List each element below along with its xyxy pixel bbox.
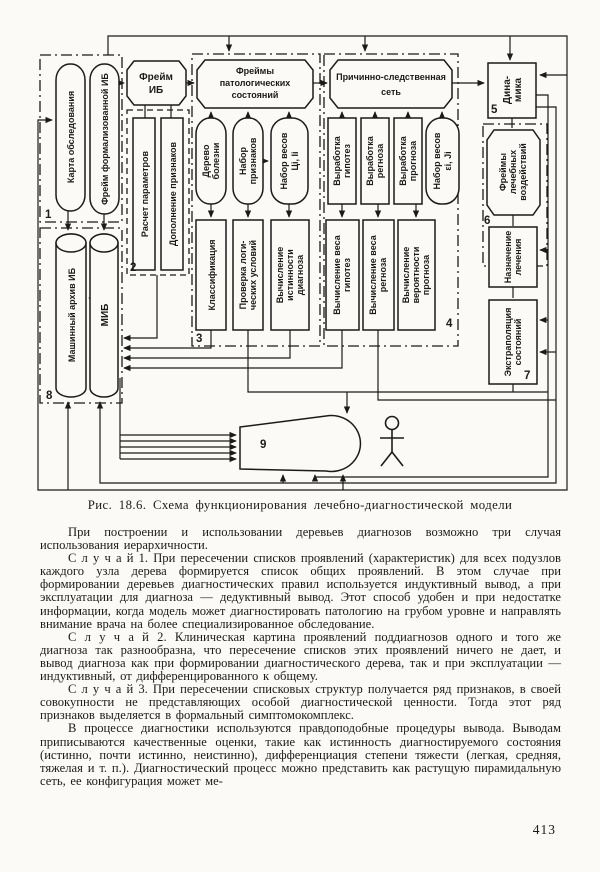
block-number-5: 5	[491, 104, 498, 116]
machine-archive-cylinder-top	[56, 234, 86, 252]
node-doctor-interface	[240, 416, 360, 472]
figure-caption: Рис. 18.6. Схема функционирования лечебно-диагностической модели	[87, 498, 513, 512]
node-causal-network	[330, 60, 452, 108]
label-parameter-calculation: Расчет параметров	[140, 150, 150, 238]
label-weight-set-2: Набор весовεi, Ji	[432, 132, 453, 190]
label-formalized-case-frame: Фрейм формализованной ИБ	[100, 73, 110, 205]
mib-cylinder-top	[90, 234, 118, 252]
node-case-frame	[127, 61, 186, 105]
paragraph-case-2: С л у ч а й 2. Клиническая картина проявлений поддиагнозов одного и того же диагноза так разнообразна, что пересечение списков этих проявлений ничего не дает, и вывод диагноза как при формировании диагностического дерева, так и при эксплуатации — индуктивный, от дифференцированного к общему.	[40, 629, 561, 684]
block-number-6: 6	[484, 215, 491, 227]
block-number-9: 9	[260, 439, 267, 451]
block-number-1: 1	[45, 209, 52, 221]
person-icon	[380, 417, 404, 467]
label-machine-archive: Машинный архив ИБ	[67, 267, 77, 363]
label-survey-card: Карта обследования	[66, 90, 76, 184]
label-logic-check: Проверка логи-ческих условий	[238, 239, 258, 311]
label-causal-network: Причинно-следственная сеть	[336, 72, 446, 97]
label-regnosis-generation: Выработкарегноза	[365, 136, 385, 186]
label-treatment-assignment: Назначениелечения	[503, 230, 523, 284]
label-feature-set: Наборпризнаков	[238, 137, 258, 185]
label-pathology-frames: Фреймы патологических состояний	[219, 66, 291, 100]
body-text	[40, 526, 561, 788]
block-number-8: 8	[46, 390, 53, 402]
label-mib: МИБ	[100, 303, 111, 327]
block-number-3: 3	[196, 333, 203, 345]
label-case-frame: Фрейм ИБ	[139, 72, 173, 96]
block-number-7: 7	[524, 370, 531, 382]
label-state-extrapolation: Экстраполяциясостояний	[503, 307, 523, 377]
label-dynamics: Дина-мика	[502, 75, 524, 105]
block-number-2: 2	[130, 262, 137, 274]
label-hypothesis-weight: Вычисление весагипотез	[332, 235, 352, 315]
page-number: 413	[532, 822, 556, 837]
paragraph-case-3: С л у ч а й 3. При пересечении списковых структур получается ряд признаков, в своей совокупности не представляющих особой диагностической ценности. Тогда этот ряд признаков выделяется в формальный симптомокомплекс.	[40, 682, 561, 723]
label-feature-supplement: Дополнение признаков	[168, 141, 178, 247]
label-hypothesis-generation: Выработкагипотез	[332, 136, 352, 186]
label-prognosis-probability: Вычислениевероятностипрогноза	[401, 246, 431, 304]
paragraph: При построении и использовании деревьев диагнозов возможно три случая использования иерархичности.	[40, 525, 561, 553]
paragraph: В процессе диагностики используются правдоподобные процедуры вывода. Выводам приписываются качественные оценки, такие как истинность диагностируемого состояния (истинно, почти истинно, неистинно), дифференциация степени тяжести (легкая, средняя, тяжелая и т. п.). Диагностический процесс можно представить как растущую пирамидальную сеть, ее конфигурация может ме-	[40, 721, 561, 788]
label-diagnosis-truth: Вычислениеистинностидиагноза	[275, 246, 305, 304]
label-treatment-frames: Фреймылечебныхвоздействий	[498, 143, 528, 201]
block-number-4: 4	[446, 318, 453, 330]
paragraph-case-1: С л у ч а й 1. При пересечении списков проявлений (характеристик) для всех подузлов каждого узла дерева формируется список общих проявлений. В этом случае при формировании деревьев диагностических правил используется индуктивный вывод, а при эксплуатации для диагноза — дедуктивный вывод. Этот способ удобен и при недостатке информации, когда модель может диагностировать патологию на грубом уровне и направлять внимание врача на более специализированное обследование.	[40, 551, 561, 631]
label-prognosis-generation: Выработкапрогноза	[398, 136, 418, 186]
label-disease-tree: Деревоболезни	[201, 142, 221, 180]
label-classification: Классификация	[207, 239, 217, 311]
label-weight-set-1: Набор весовЦi, Ii	[279, 132, 300, 190]
label-regnosis-weight: Вычисление весарегноза	[368, 235, 388, 315]
